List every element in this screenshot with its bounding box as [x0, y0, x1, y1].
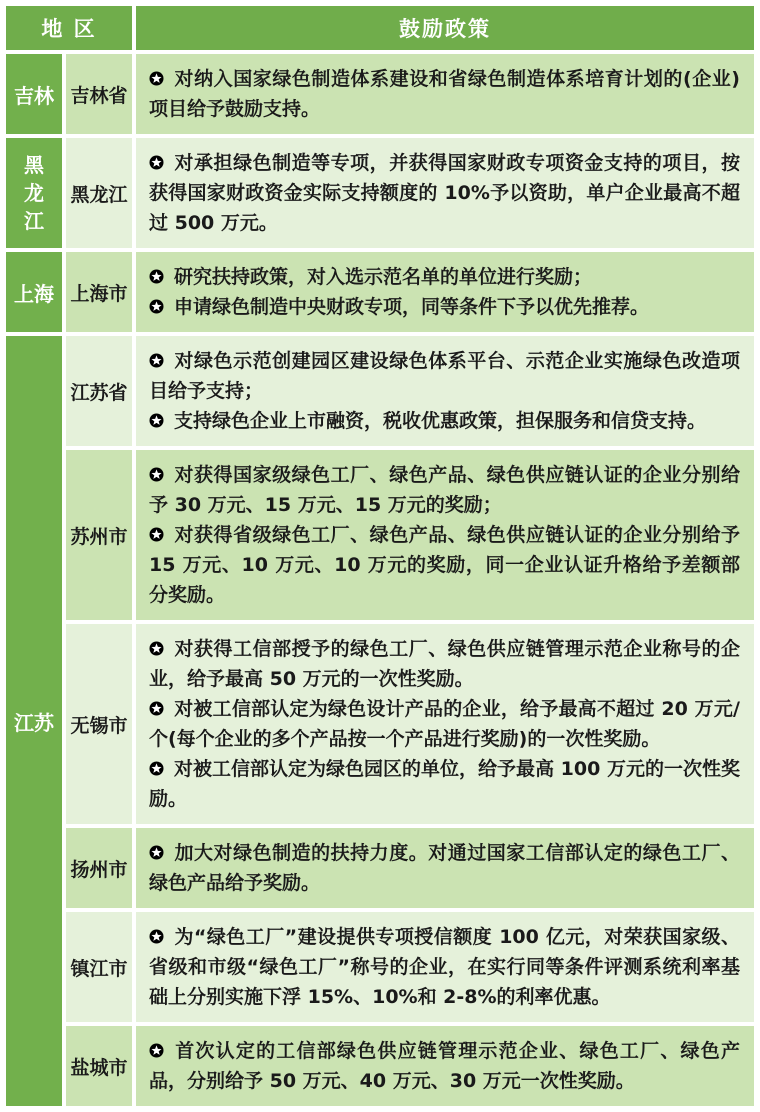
table-row: [6, 450, 754, 620]
province-cell: [6, 336, 62, 1106]
circled-star-bullet-icon: [149, 155, 164, 170]
table-row: [6, 336, 754, 446]
city-cell: 黑龙江: [66, 138, 132, 248]
circled-star-bullet-icon: [149, 413, 164, 428]
policy-text: 对获得国家级绿色工厂、绿色产品、绿色供应链认证的企业分别给予 30 万元、15 万元、15 万元的奖励；: [149, 464, 740, 517]
header-policy: 鼓励政策: [136, 6, 754, 50]
policy-text: 对被工信部认定为绿色设计产品的企业，给予最高不超过 20 万元/个(每个企业的多个产品按一个产品进行奖励)的一次性奖励。: [149, 698, 740, 751]
policy-item: [149, 694, 740, 754]
city-cell: 无锡市: [66, 624, 132, 824]
table-row: [6, 912, 754, 1022]
policy-item: [149, 64, 740, 124]
table-row: [6, 138, 754, 248]
policy-text: 研究扶持政策，对入选示范名单的单位进行奖励；: [174, 266, 593, 289]
policy-cell: [136, 54, 754, 134]
policy-item: [149, 634, 740, 694]
policy-item: [149, 460, 740, 520]
table-body: [6, 54, 754, 1106]
circled-star-bullet-icon: [149, 1043, 164, 1058]
policy-cell: [136, 252, 754, 332]
green-policy-table: [2, 2, 758, 1110]
province-cell: [6, 138, 62, 248]
policy-text: 对绿色示范创建园区建设绿色体系平台、示范企业实施绿色改造项目给予支持；: [149, 350, 740, 403]
circled-star-bullet-icon: [149, 845, 164, 860]
policy-item: [149, 1036, 740, 1096]
table-row: [6, 54, 754, 134]
circled-star-bullet-icon: [149, 299, 164, 314]
policy-cell: [136, 138, 754, 248]
policy-item: [149, 148, 740, 238]
table-row: [6, 624, 754, 824]
header-region: 地 区: [6, 6, 132, 50]
city-cell: 盐城市: [66, 1026, 132, 1106]
province-label: 江苏: [14, 710, 54, 735]
policy-item: [149, 520, 740, 610]
policy-item: [149, 838, 740, 898]
policy-item: [149, 406, 740, 436]
policy-text: 首次认定的工信部绿色供应链管理示范企业、绿色工厂、绿色产品，分别给予 50 万元、40 万元、30 万元一次性奖励。: [149, 1040, 740, 1093]
policy-cell: [136, 828, 754, 908]
province-label: 吉林: [14, 83, 54, 108]
policy-text: 对获得省级绿色工厂、绿色产品、绿色供应链认证的企业分别给予 15 万元、10 万元、10 万元的奖励，同一企业认证升格给予差额部分奖励。: [149, 524, 740, 607]
circled-star-bullet-icon: [149, 761, 164, 776]
city-cell: 吉林省: [66, 54, 132, 134]
city-cell: 上海市: [66, 252, 132, 332]
circled-star-bullet-icon: [149, 269, 164, 284]
city-cell: 江苏省: [66, 336, 132, 446]
circled-star-bullet-icon: [149, 467, 164, 482]
circled-star-bullet-icon: [149, 353, 164, 368]
policy-cell: [136, 450, 754, 620]
policy-cell: [136, 912, 754, 1022]
table-row: [6, 828, 754, 908]
policy-text: 为“绿色工厂”建设提供专项授信额度 100 亿元，对荣获国家级、省级和市级“绿色工厂”称号的企业，在实行同等条件评测系统利率基础上分别实施下浮 15%、10%和 2-8%的利率优惠。: [149, 926, 740, 1009]
province-label: 黑龙江: [24, 153, 44, 234]
circled-star-bullet-icon: [149, 641, 164, 656]
policy-text: 加大对绿色制造的扶持力度。对通过国家工信部认定的绿色工厂、绿色产品给予奖励。: [149, 842, 740, 895]
policy-text: 申请绿色制造中央财政专项，同等条件下予以优先推荐。: [174, 296, 650, 319]
province-label: 上海: [14, 281, 54, 306]
policy-cell: [136, 1026, 754, 1106]
policy-item: [149, 922, 740, 1012]
policy-item: [149, 754, 740, 814]
policy-text: 对获得工信部授予的绿色工厂、绿色供应链管理示范企业称号的企业，给予最高 50 万元的一次性奖励。: [149, 638, 740, 691]
province-cell: [6, 54, 62, 134]
circled-star-bullet-icon: [149, 71, 164, 86]
policy-text: 支持绿色企业上市融资，税收优惠政策，担保服务和信贷支持。: [174, 410, 707, 433]
city-cell: 苏州市: [66, 450, 132, 620]
circled-star-bullet-icon: [149, 929, 164, 944]
policy-cell: [136, 336, 754, 446]
policy-item: [149, 346, 740, 406]
table-row: [6, 252, 754, 332]
header-row: [6, 6, 754, 50]
policy-text: 对被工信部认定为绿色园区的单位，给予最高 100 万元的一次性奖励。: [149, 758, 740, 811]
circled-star-bullet-icon: [149, 527, 164, 542]
circled-star-bullet-icon: [149, 701, 164, 716]
policy-item: [149, 292, 740, 322]
city-cell: 镇江市: [66, 912, 132, 1022]
policy-text: 对纳入国家绿色制造体系建设和省绿色制造体系培育计划的(企业)项目给予鼓励支持。: [149, 68, 740, 121]
province-cell: [6, 252, 62, 332]
policy-item: [149, 262, 740, 292]
policy-text: 对承担绿色制造等专项，并获得国家财政专项资金支持的项目，按获得国家财政资金实际支持额度的 10%予以资助，单户企业最高不超过 500 万元。: [149, 152, 740, 235]
table-row: [6, 1026, 754, 1106]
city-cell: 扬州市: [66, 828, 132, 908]
policy-cell: [136, 624, 754, 824]
